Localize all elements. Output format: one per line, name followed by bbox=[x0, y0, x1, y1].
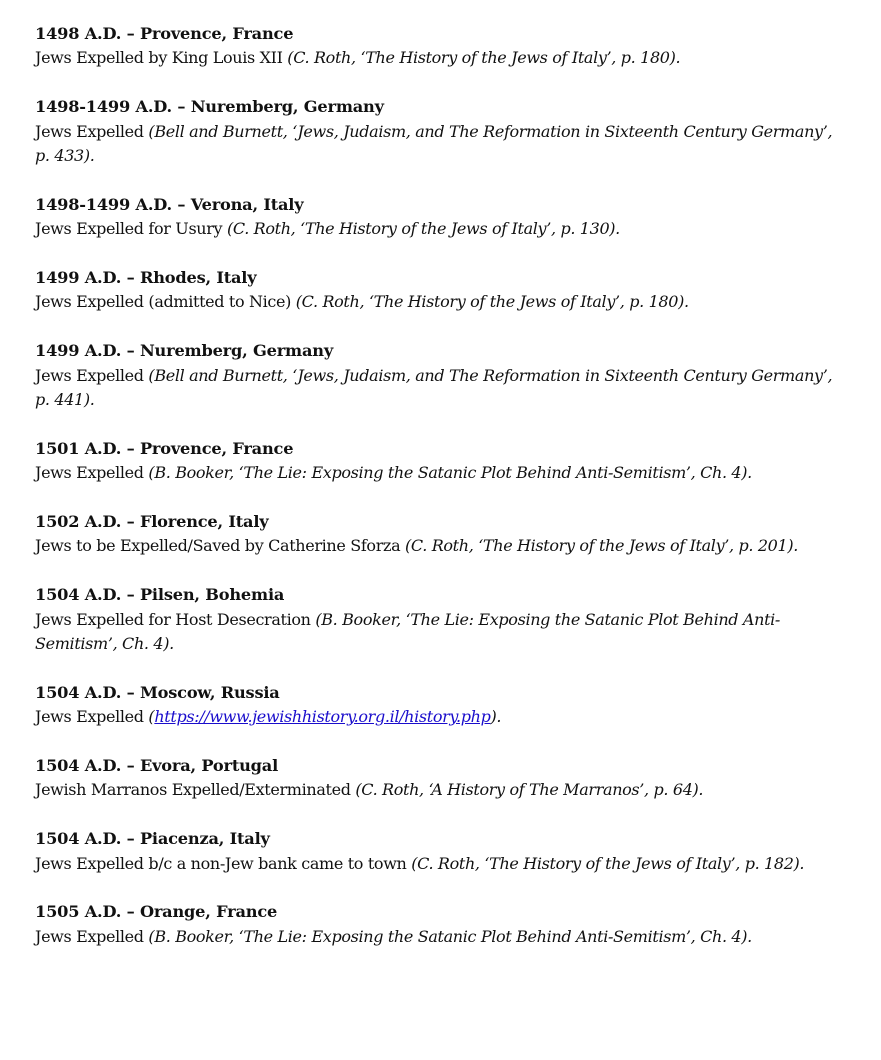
entry-body bbox=[35, 608, 850, 657]
entry-citation-end: ). bbox=[490, 707, 502, 727]
entry-text: Jews Expelled (admitted to Nice) bbox=[35, 292, 296, 312]
entry-text: Jewish Marranos Expelled/Exterminated bbox=[35, 780, 356, 800]
timeline-entry bbox=[35, 95, 850, 168]
entry-citation: (B. Booker, ‘The Lie: Exposing the Satanic Plot Behind Anti-Semitism’, Ch. 4). bbox=[148, 926, 752, 946]
entry-citation: (C. Roth, ‘A History of The Marranos’, p. 64). bbox=[355, 780, 704, 800]
entry-heading: 1501 A.D. – Provence, France bbox=[35, 438, 294, 458]
entry-body bbox=[35, 461, 850, 485]
entry-heading: 1498 A.D. – Provence, France bbox=[35, 24, 294, 43]
entry-text: Jews Expelled bbox=[35, 463, 149, 483]
entry-text: Jews Expelled b/c a non-Jew bank came to town bbox=[35, 853, 412, 873]
entry-heading: 1504 A.D. – Moscow, Russia bbox=[35, 682, 280, 702]
entry-citation: ( bbox=[148, 707, 155, 727]
entry-citation: (C. Roth, ‘The History of the Jews of Italy’, p. 180). bbox=[287, 48, 681, 68]
entry-body bbox=[35, 46, 850, 70]
entry-body bbox=[35, 778, 850, 802]
timeline-entry bbox=[35, 266, 850, 315]
timeline-entry bbox=[35, 437, 850, 486]
document-page bbox=[35, 22, 850, 974]
entry-citation: (B. Booker, ‘The Lie: Exposing the Satanic Plot Behind Anti-Semitism’, Ch. 4). bbox=[148, 463, 752, 483]
entry-citation: (C. Roth, ‘The History of the Jews of Italy’, p. 180). bbox=[295, 292, 689, 312]
entry-text: Jews Expelled by King Louis XII bbox=[35, 48, 288, 68]
entry-citation: (C. Roth, ‘The History of the Jews of Italy’, p. 201). bbox=[405, 536, 798, 556]
entry-citation: (Bell and Burnett, ‘Jews, Judaism, and The Reformation in Sixteenth Century Germany’, p. 433). bbox=[35, 121, 833, 166]
entry-text: Jews to be Expelled/Saved by Catherine Sforza bbox=[35, 536, 406, 556]
timeline-entry bbox=[35, 510, 850, 559]
entry-body bbox=[35, 364, 850, 413]
entry-text: Jews Expelled for Host Desecration bbox=[35, 609, 316, 629]
citation-link[interactable]: https://www.jewishhistory.org.il/history.php bbox=[154, 707, 491, 727]
entry-citation: (B. Booker, ‘The Lie: Exposing the Satanic Plot Behind Anti-Semitism’, Ch. 4). bbox=[35, 609, 780, 654]
entry-text: Jews Expelled bbox=[35, 926, 149, 946]
timeline-entry bbox=[35, 827, 850, 876]
timeline-entry bbox=[35, 681, 850, 730]
entry-heading: 1498-1499 A.D. – Verona, Italy bbox=[35, 194, 304, 214]
entry-heading: 1505 A.D. – Orange, France bbox=[35, 902, 278, 922]
entry-text: Jews Expelled bbox=[35, 707, 149, 727]
timeline-entry bbox=[35, 583, 850, 656]
entry-heading: 1498-1499 A.D. – Nuremberg, Germany bbox=[35, 97, 384, 117]
entry-heading: 1499 A.D. – Nuremberg, Germany bbox=[35, 341, 334, 361]
entry-body bbox=[35, 217, 850, 241]
entry-text: Jews Expelled bbox=[35, 365, 149, 385]
entry-citation: (Bell and Burnett, ‘Jews, Judaism, and The Reformation in Sixteenth Century Germany’, p. 441). bbox=[35, 365, 833, 410]
entry-citation: (C. Roth, ‘The History of the Jews of Italy’, p. 182). bbox=[411, 853, 805, 873]
timeline-entry bbox=[35, 339, 850, 412]
timeline-entry bbox=[35, 193, 850, 242]
entry-heading: 1504 A.D. – Pilsen, Bohemia bbox=[35, 585, 285, 605]
entry-body bbox=[35, 290, 850, 314]
entry-heading: 1504 A.D. – Evora, Portugal bbox=[35, 756, 279, 776]
entry-heading: 1504 A.D. – Piacenza, Italy bbox=[35, 829, 270, 849]
entry-heading: 1502 A.D. – Florence, Italy bbox=[35, 512, 269, 532]
entry-body bbox=[35, 120, 850, 169]
entry-body bbox=[35, 852, 850, 876]
entry-body bbox=[35, 534, 850, 558]
entry-body bbox=[35, 925, 850, 949]
timeline-entry bbox=[35, 22, 850, 71]
timeline-entry bbox=[35, 900, 850, 949]
entry-text: Jews Expelled bbox=[35, 121, 149, 141]
entry-citation: (C. Roth, ‘The History of the Jews of Italy’, p. 130). bbox=[226, 219, 620, 239]
entry-text: Jews Expelled for Usury bbox=[35, 219, 227, 239]
entry-body bbox=[35, 705, 850, 729]
timeline-entry bbox=[35, 754, 850, 803]
entry-heading: 1499 A.D. – Rhodes, Italy bbox=[35, 268, 257, 288]
